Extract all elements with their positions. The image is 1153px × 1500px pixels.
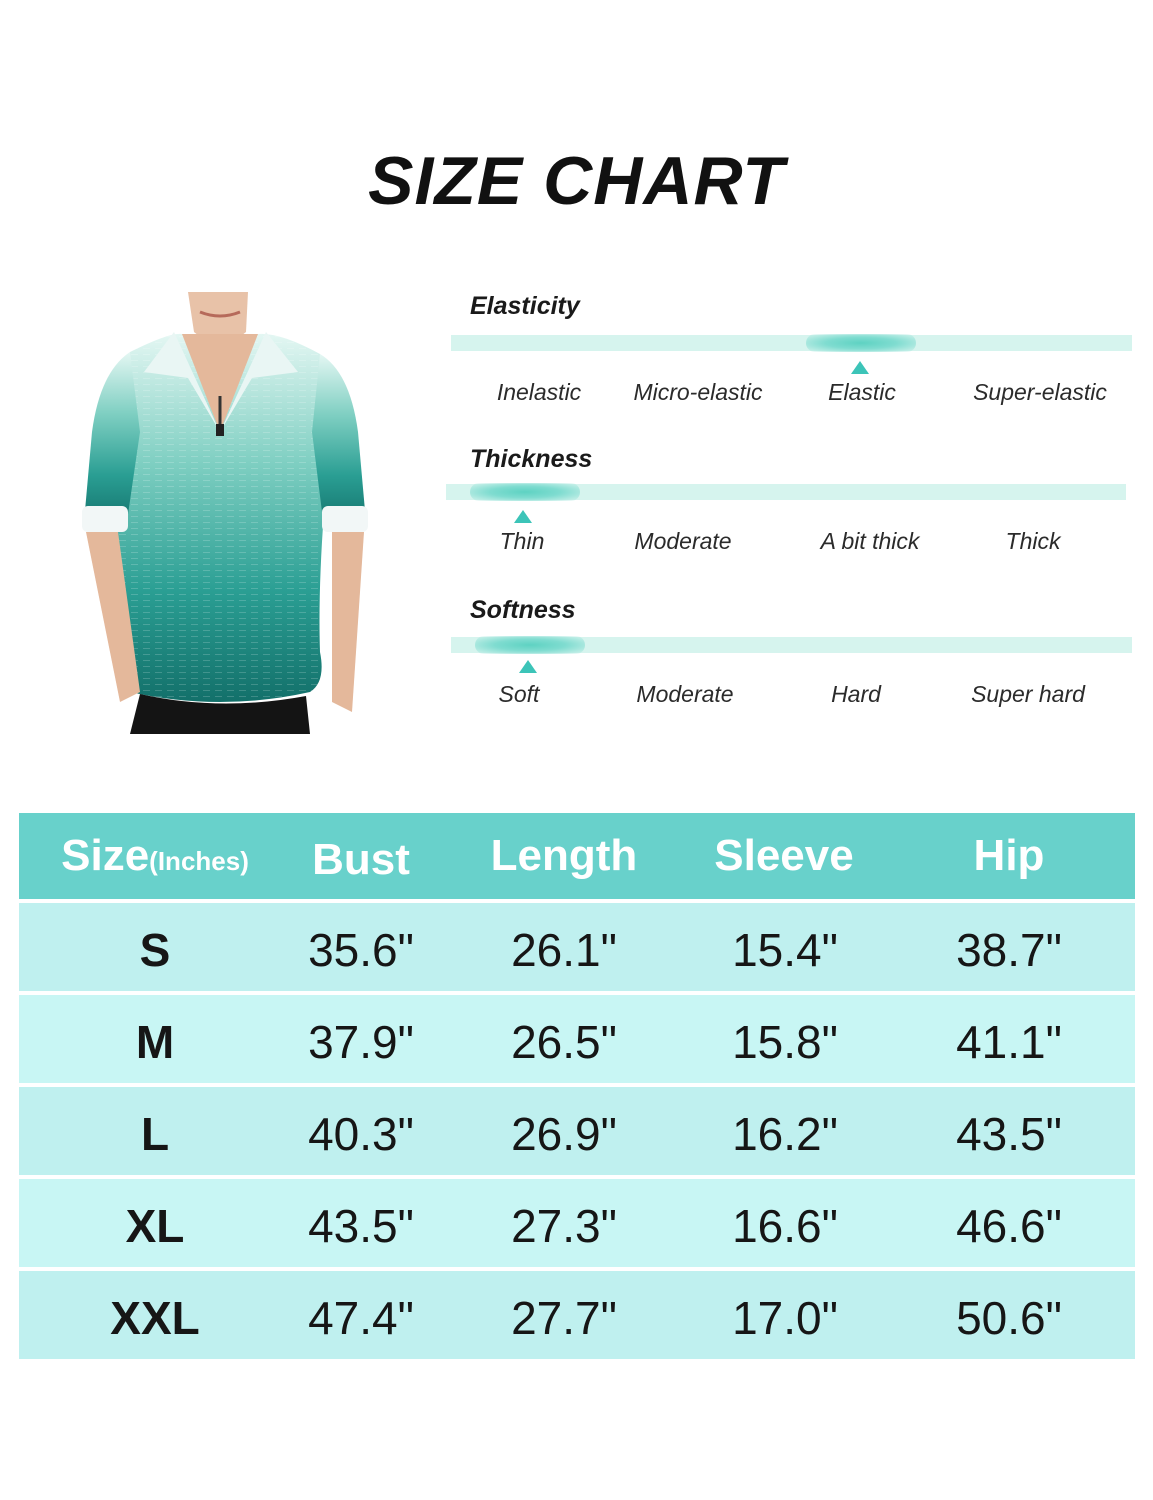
header-length: Length: [490, 831, 638, 880]
thickness-bar: [446, 484, 1126, 500]
elasticity-bar: [451, 335, 1132, 351]
cell-hip: 41.1": [956, 1016, 1062, 1068]
thickness-option: Moderate: [634, 528, 732, 554]
cell-length: 26.5": [511, 1016, 617, 1068]
header-size-label: Size: [61, 831, 150, 880]
cell-size: L: [140, 1108, 170, 1160]
elasticity-marker-icon: [851, 361, 869, 374]
cell-bust: 40.3": [308, 1108, 414, 1160]
thickness-marker-icon: [514, 510, 532, 523]
softness-marker-icon: [519, 660, 537, 673]
table-row: [19, 995, 1135, 1083]
softness-option: Moderate: [636, 681, 734, 707]
cell-bust: 43.5": [308, 1200, 414, 1252]
thickness-highlight: [470, 483, 580, 501]
thickness-option: A bit thick: [820, 528, 920, 554]
softness-option: Soft: [498, 681, 540, 707]
page-title: SIZE CHART: [368, 143, 785, 219]
cell-length: 27.7": [511, 1292, 617, 1344]
header-size-unit: (Inches): [149, 846, 249, 876]
cell-bust: 35.6": [308, 924, 414, 976]
cell-sleeve: 16.2": [732, 1108, 838, 1160]
cell-sleeve: 15.8": [732, 1016, 838, 1068]
header-hip: Hip: [973, 831, 1045, 880]
elasticity-option: Elastic: [828, 379, 896, 405]
elasticity-highlight: [806, 334, 916, 352]
cell-hip: 38.7": [956, 924, 1062, 976]
cell-size: S: [139, 924, 171, 976]
cell-sleeve: 16.6": [732, 1200, 838, 1252]
header-sleeve: Sleeve: [714, 831, 854, 880]
thickness-option: Thick: [1005, 528, 1061, 554]
cell-size: XL: [125, 1200, 185, 1252]
table-header: [19, 813, 1135, 899]
cell-sleeve: 17.0": [732, 1292, 838, 1344]
table-row: [19, 1271, 1135, 1359]
elasticity-option: Super-elastic: [973, 379, 1107, 405]
cell-size: M: [135, 1016, 175, 1068]
cell-length: 26.9": [511, 1108, 617, 1160]
cell-length: 27.3": [511, 1200, 617, 1252]
softness-label: Softness: [470, 596, 576, 624]
elasticity-option: Micro-elastic: [633, 379, 763, 405]
cell-hip: 50.6": [956, 1292, 1062, 1344]
product-photo: [70, 292, 390, 734]
softness-highlight: [475, 636, 585, 654]
size-table: [19, 813, 1135, 1359]
cell-bust: 37.9": [308, 1016, 414, 1068]
table-row: [19, 1087, 1135, 1175]
cell-bust: 47.4": [308, 1292, 414, 1344]
elasticity-label: Elasticity: [470, 292, 580, 320]
table-row: [19, 1179, 1135, 1267]
thickness-option: Thin: [499, 528, 545, 554]
cell-hip: 46.6": [956, 1200, 1062, 1252]
table-row: [19, 903, 1135, 991]
cell-length: 26.1": [511, 924, 617, 976]
header-bust: Bust: [312, 835, 410, 884]
header-size: [61, 831, 249, 881]
softness-bar: [451, 637, 1132, 653]
softness-option: Hard: [831, 681, 881, 707]
softness-option: Super hard: [971, 681, 1085, 707]
thickness-label: Thickness: [470, 445, 593, 473]
cell-size: XXL: [110, 1292, 200, 1344]
cell-sleeve: 15.4": [732, 924, 838, 976]
elasticity-option: Inelastic: [496, 379, 582, 405]
cell-hip: 43.5": [956, 1108, 1062, 1160]
